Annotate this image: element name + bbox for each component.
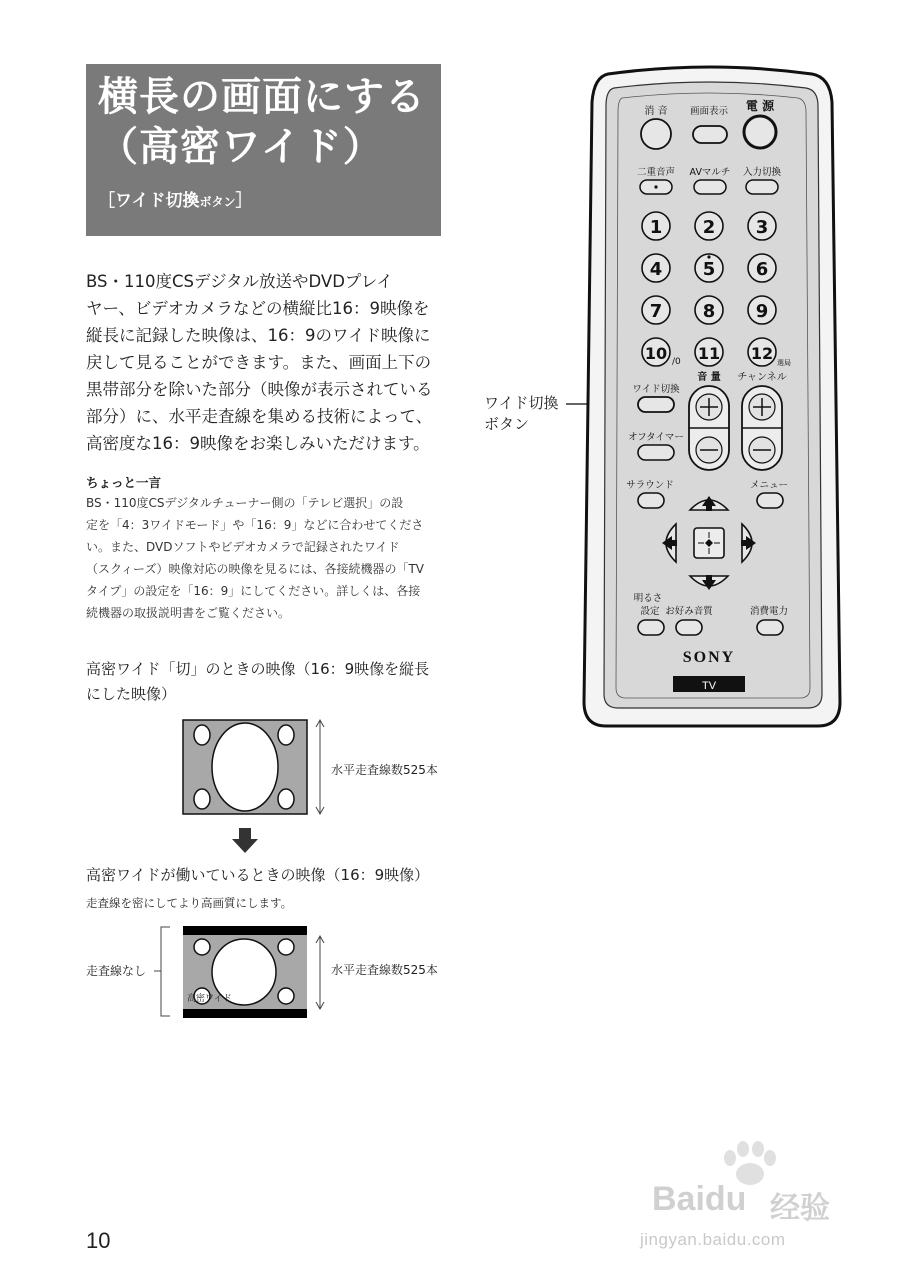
- num-label: 8: [702, 301, 716, 322]
- section-heading-line: 高密ワイド「切」のときの映像（16：9映像を縦長: [86, 660, 430, 678]
- brightness-button[interactable]: [638, 620, 664, 635]
- watermark-cn: 经验: [770, 1191, 830, 1226]
- section-wide-off-heading: [86, 657, 456, 707]
- num-label: 4: [649, 259, 663, 280]
- brand-logo: SONY: [682, 649, 736, 666]
- surround-label: サラウンド: [626, 480, 674, 491]
- section-wide-on-heading: 高密ワイドが働いているときの映像（16：9映像）: [86, 866, 430, 884]
- display-button[interactable]: [693, 126, 727, 143]
- bracket-line: [161, 927, 170, 1016]
- num-label: 7: [649, 301, 663, 322]
- corner-circle: [278, 939, 294, 955]
- av-multi-label: AVマルチ: [689, 167, 731, 178]
- num-5-dot: [707, 255, 710, 258]
- display-label: 画面表示: [689, 106, 729, 117]
- mute-button[interactable]: [641, 119, 671, 149]
- tip-body: [86, 492, 446, 624]
- num-label: 6: [755, 259, 769, 280]
- channel-label: チャンネル: [737, 372, 787, 383]
- callout-line: ワイド切換: [484, 394, 559, 412]
- stretched-circle: [212, 723, 278, 811]
- input-label: 入力切換: [742, 167, 782, 178]
- power-button[interactable]: [744, 116, 776, 148]
- num-label: 12: [750, 344, 774, 363]
- no-scan-label: 走査線なし: [86, 964, 147, 978]
- power-saving-button[interactable]: [757, 620, 783, 635]
- power-label: 電 源: [745, 99, 775, 113]
- title-sub-close: ］: [235, 191, 253, 211]
- tv-badge-text: TV: [701, 680, 717, 692]
- diagram-wide-on: [150, 924, 332, 1022]
- off-timer-label: オフタイマー: [628, 432, 684, 443]
- tip-line: タイプ」の設定を「16：9」にしてください。詳しくは、各接: [86, 584, 421, 598]
- tip-line: （スクィーズ）映像対応の映像を見るには、各接続機器の「TV: [86, 562, 424, 576]
- num-label: 9: [755, 301, 769, 322]
- volume-label: 音 量: [697, 372, 721, 383]
- remote-control: [578, 62, 843, 734]
- diagram-wide-off: [180, 718, 330, 818]
- page-number: 10: [86, 1228, 111, 1253]
- num-label: 11: [697, 344, 721, 363]
- down-arrow-icon: [231, 826, 261, 856]
- num-label: 10: [644, 344, 668, 363]
- num-label: 5: [702, 259, 716, 280]
- wide-button-callout: [484, 393, 559, 435]
- tip-line: 続機器の取扱説明書をご覧ください。: [86, 606, 291, 620]
- num-label: 3: [755, 217, 769, 238]
- intro-line: 縦長に記録した映像は、16：9のワイド映像に: [86, 326, 431, 345]
- scan-line-label: 水平走査線数525本: [331, 763, 438, 777]
- intro-line: BS・110度CSデジタル放送やDVDプレイ: [86, 272, 393, 291]
- page-title: 横長の画面にする: [98, 74, 426, 120]
- surround-button[interactable]: [638, 493, 664, 508]
- callout-line: ボタン: [484, 415, 530, 433]
- title-button-name: [98, 186, 429, 211]
- tip-line: い。また、DVDソフトやビデオカメラで記録されたワイド: [86, 540, 400, 554]
- num-label: 1: [649, 217, 663, 238]
- title-sub-small: ボタン: [199, 195, 236, 209]
- mute-label: 消 音: [644, 106, 668, 117]
- power-saving-label: 消費電力: [749, 606, 789, 617]
- menu-button[interactable]: [757, 493, 783, 508]
- corner-circle: [278, 988, 294, 1004]
- wide-inner-label: 高密ワイド: [187, 994, 232, 1004]
- intro-line: 戻して見ることができます。また、画面上下の: [86, 353, 432, 372]
- watermark-url: jingyan.baidu.com: [640, 1230, 786, 1249]
- tip-heading: ちょっと一言: [86, 475, 162, 490]
- av-multi-button[interactable]: [694, 180, 726, 194]
- page-title-sub: （高密ワイド）: [98, 124, 384, 170]
- wide-button[interactable]: [638, 397, 674, 412]
- corner-circle: [194, 789, 210, 809]
- intro-paragraph: [86, 268, 446, 457]
- corner-circle: [278, 789, 294, 809]
- corner-circle: [194, 725, 210, 745]
- ten-suffix: /0: [672, 357, 681, 367]
- input-button[interactable]: [746, 180, 778, 194]
- tip-line: BS・110度CSデジタルチューナー側の「テレビ選択」の設: [86, 496, 404, 510]
- dual-audio-dot: [654, 185, 657, 188]
- wide-label: ワイド切換: [632, 384, 680, 395]
- brightness-label-2: 設定: [640, 606, 660, 617]
- twelve-suffix: 選局: [777, 359, 791, 367]
- brightness-label-1: 明るさ: [633, 593, 663, 604]
- intro-line: 黒帯部分を除いた部分（映像が表示されている: [86, 380, 433, 399]
- section-wide-on-sub: 走査線を密にしてより高画質にします。: [86, 896, 293, 910]
- off-timer-button[interactable]: [638, 445, 674, 460]
- intro-line: ヤー、ビデオカメラなどの横縦比16：9映像を: [86, 299, 430, 318]
- favorite-sound-button[interactable]: [676, 620, 702, 635]
- menu-label: メニュー: [749, 480, 789, 491]
- scan-line-label: 水平走査線数525本: [331, 963, 438, 977]
- corner-circle: [194, 939, 210, 955]
- dual-audio-label: 二重音声: [636, 167, 676, 178]
- tip-line: 定を「4：3ワイドモード」や「16：9」などに合わせてくださ: [86, 518, 424, 532]
- title-sub-main: ［ワイド切換: [98, 191, 200, 211]
- intro-line: 高密度な16：9映像をお楽しみいただけます。: [86, 434, 430, 453]
- num-label: 2: [702, 217, 716, 238]
- favorite-sound-label: お好み音質: [665, 606, 713, 617]
- watermark-brand: Baidu: [652, 1180, 747, 1218]
- corner-circle: [278, 725, 294, 745]
- title-block: [86, 64, 441, 236]
- section-heading-line: にした映像）: [86, 685, 177, 703]
- intro-line: 部分）に、水平走査線を集める技術によって、: [86, 407, 433, 426]
